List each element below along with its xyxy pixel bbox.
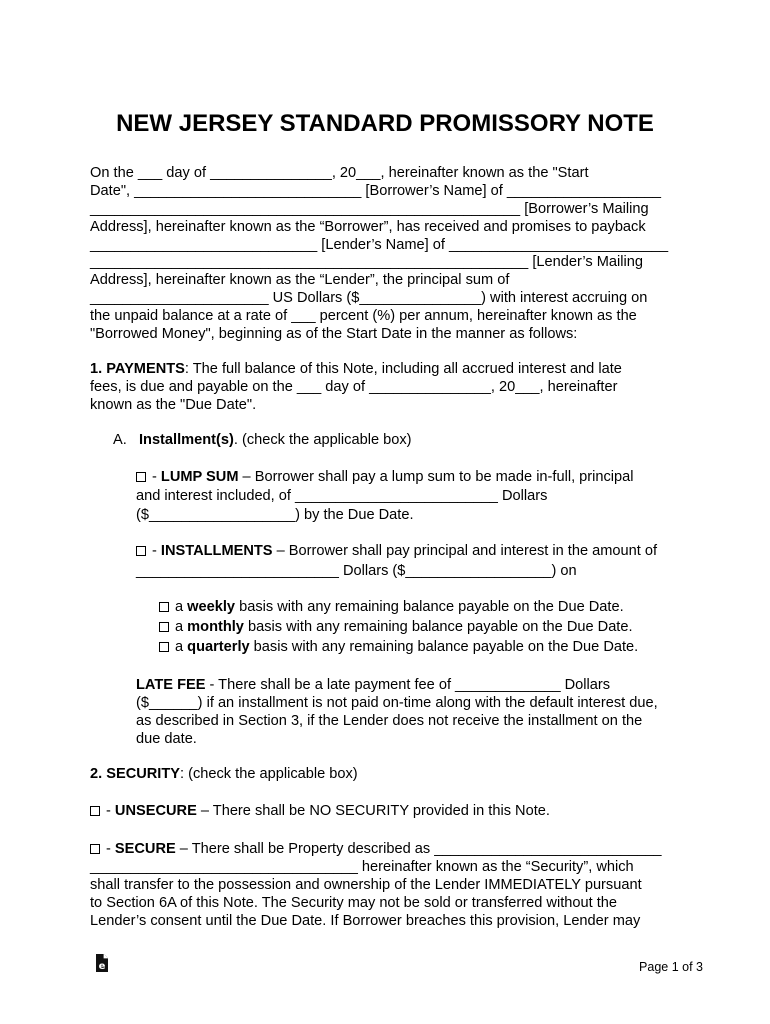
intro-line: ______________________________________________________ [Lender’s Mailing: [90, 254, 643, 270]
installments-option-line: [136, 542, 657, 560]
weekly-checkbox[interactable]: [159, 602, 169, 612]
installments-checkbox[interactable]: [136, 546, 146, 556]
late-fee-line: [136, 676, 610, 694]
monthly-option: [159, 618, 633, 636]
lump-sum-line: ($__________________) by the Due Date.: [136, 507, 414, 523]
intro-line: ____________________________ [Lender’s Name] of ___________________________: [90, 237, 669, 253]
intro-line: Address], hereinafter known as the “Lender”, the principal sum of: [90, 272, 510, 288]
intro-line: ______________________ US Dollars ($_______________) with interest accruing on: [90, 290, 648, 306]
unsecure-label: UNSECURE: [114, 803, 197, 819]
option-prefix: -: [106, 841, 115, 857]
payments-line: [90, 360, 622, 378]
monthly-checkbox[interactable]: [159, 622, 169, 632]
intro-line: the unpaid balance at a rate of ___ percent (%) per annum, hereinafter known as the: [90, 308, 637, 324]
svg-text:e: e: [98, 961, 106, 972]
secure-text: – There shall be Property described as ____________________________: [175, 841, 662, 857]
secure-line: [90, 840, 662, 858]
security-heading: 2. SECURITY: [90, 766, 181, 782]
payments-line: known as the "Due Date".: [90, 397, 257, 413]
secure-line: shall transfer to the possession and ownership of the Lender IMMEDIATELY pursuant: [90, 877, 642, 893]
intro-line: On the ___ day of _______________, 20___, hereinafter known as the "Start: [90, 165, 589, 181]
installments-option-text: – Borrower shall pay principal and interest in the amount of: [272, 543, 658, 559]
installments-heading-line: [113, 431, 412, 449]
quarterly-checkbox[interactable]: [159, 642, 169, 652]
late-fee-line: as described in Section 3, if the Lender does not receive the installment on the: [136, 713, 643, 729]
unsecure-checkbox[interactable]: [90, 806, 100, 816]
eforms-logo-icon: [95, 952, 109, 974]
frequency-pre: a: [175, 619, 188, 635]
installments-option-line: _________________________ Dollars ($__________________) on: [136, 563, 577, 579]
late-fee-line: due date.: [136, 731, 197, 747]
security-heading-line: [90, 765, 358, 783]
intro-line: "Borrowed Money", beginning as of the Start Date in the manner as follows:: [90, 326, 578, 342]
security-suffix: : (check the applicable box): [180, 766, 358, 782]
lump-sum-line: and interest included, of _________________________ Dollars: [136, 488, 548, 504]
quarterly-option: [159, 638, 638, 656]
secure-line: Lender’s consent until the Due Date. If Borrower breaches this provision, Lender may: [90, 913, 641, 929]
page-number: Page 1 of 3: [639, 960, 703, 974]
installments-suffix: . (check the applicable box): [233, 432, 412, 448]
installments-option-label: INSTALLMENTS: [160, 543, 273, 559]
option-prefix: -: [152, 469, 161, 485]
intro-line: _____________________________________________________ [Borrower’s Mailing: [90, 201, 649, 217]
lump-sum-text: – Borrower shall pay a lump sum to be made in-full, principal: [238, 469, 634, 485]
frequency-label: monthly: [187, 619, 244, 635]
option-prefix: -: [152, 543, 161, 559]
lump-sum-label: LUMP SUM: [160, 469, 239, 485]
lump-sum-checkbox[interactable]: [136, 472, 146, 482]
unsecure-text: – There shall be NO SECURITY provided in this Note.: [196, 803, 550, 819]
secure-label: SECURE: [114, 841, 176, 857]
frequency-pre: a: [175, 599, 188, 615]
frequency-text: basis with any remaining balance payable on the Due Date.: [235, 599, 624, 615]
payments-heading: 1. PAYMENTS: [90, 361, 185, 377]
installments-heading: Installment(s): [138, 432, 234, 448]
payments-text: : The full balance of this Note, including all accrued interest and late: [184, 361, 622, 377]
late-fee-text: - There shall be a late payment fee of _____________ Dollars: [205, 677, 611, 693]
frequency-text: basis with any remaining balance payable on the Due Date.: [249, 639, 639, 655]
payments-line: fees, is due and payable on the ___ day of _______________, 20___, hereinafter: [90, 379, 618, 395]
frequency-text: basis with any remaining balance payable on the Due Date.: [243, 619, 633, 635]
frequency-label: weekly: [187, 599, 236, 615]
intro-line: Date", ____________________________ [Borrower’s Name] of ___________________: [90, 183, 662, 199]
secure-line: to Section 6A of this Note. The Security may not be sold or transferred without the: [90, 895, 618, 911]
unsecure-option: [90, 802, 550, 820]
intro-line: Address], hereinafter known as the “Borrower”, has received and promises to payback: [90, 219, 646, 235]
secure-line: _________________________________ hereinafter known as the “Security”, which: [90, 859, 634, 875]
lump-sum-line: [136, 468, 634, 486]
option-prefix: -: [106, 803, 115, 819]
late-fee-label: LATE FEE: [136, 677, 206, 693]
late-fee-line: ($______) if an installment is not paid on-time along with the default interest due,: [136, 695, 658, 711]
weekly-option: [159, 598, 624, 616]
frequency-pre: a: [175, 639, 188, 655]
installments-letter: A.: [113, 432, 127, 448]
frequency-label: quarterly: [187, 639, 250, 655]
secure-checkbox[interactable]: [90, 844, 100, 854]
document-title: NEW JERSEY STANDARD PROMISSORY NOTE: [116, 110, 654, 137]
